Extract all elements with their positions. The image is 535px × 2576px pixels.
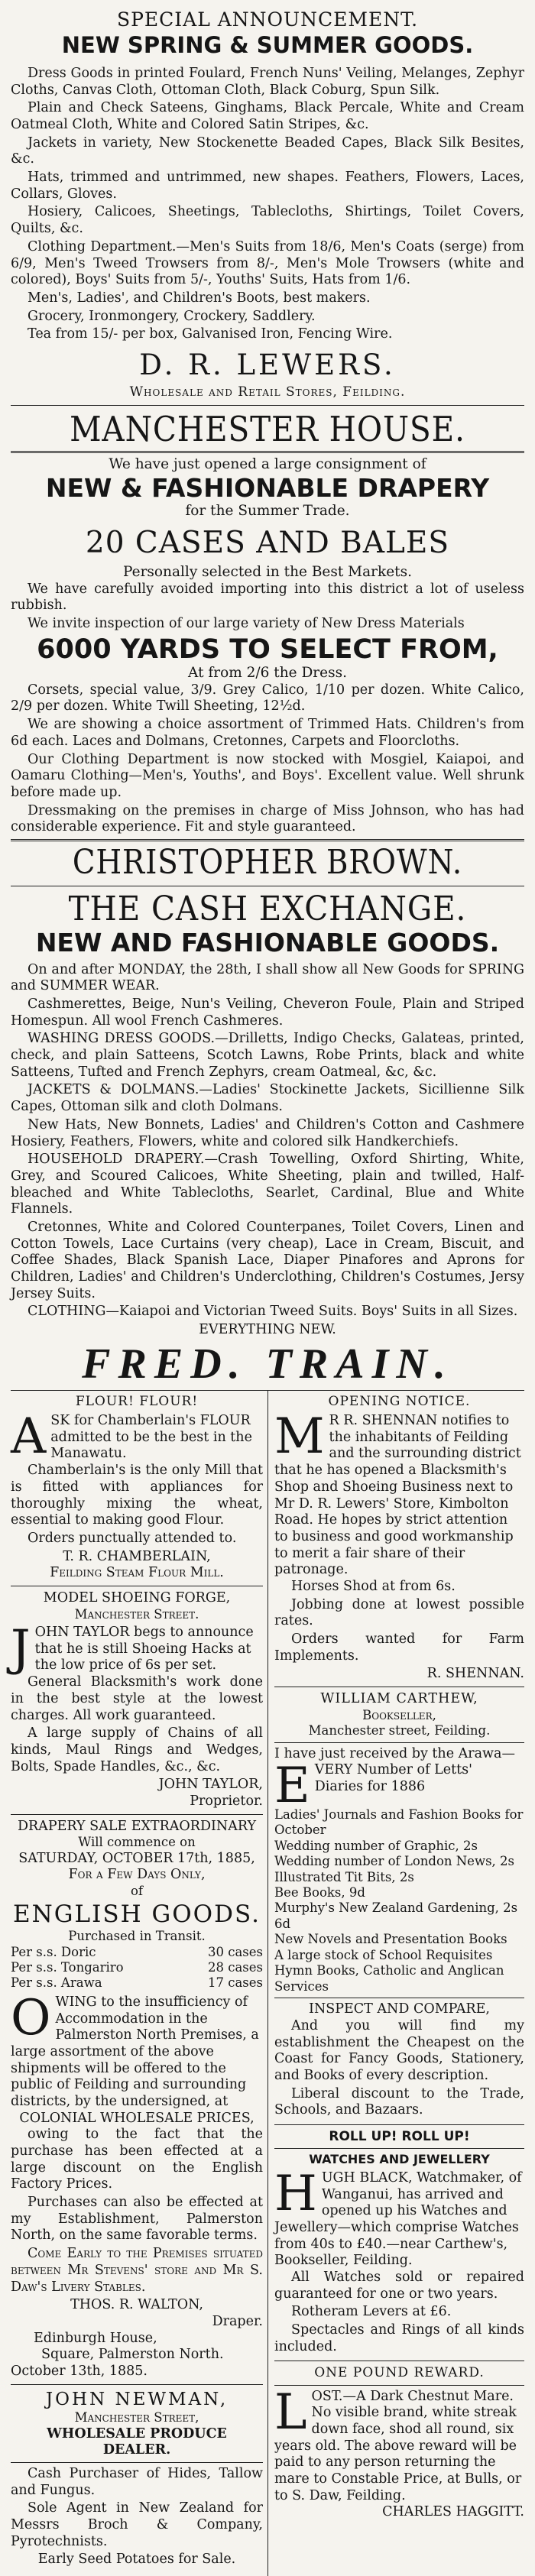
manchester-cases: 20 CASES AND BALES <box>85 526 450 561</box>
shennan-body: R R. SHENNAN notifies to the inhabitants of Feilding and the surrounding district that he has opened a Blacksmith's Shop and Shoeing Business next to Mr D. R. Lewers' Store, Kimbolton Road. He hopes by strict attention to business and good workmanship to merit a fair share of their patronage. <box>274 1413 521 1578</box>
hugh-para: All Watches sold or repaired guaranteed for one or two years. <box>274 2270 524 2302</box>
hugh-para: Spectacles and Rings of all kinds included. <box>274 2322 524 2354</box>
exchange-para: Cashmerettes, Beige, Nun's Veiling, Cheveron Foule, Plain and Striped Homespun. All wool French Cashmeres. <box>11 996 524 1029</box>
newman-line: Cash Purchaser of Hides, Tallow and Fungus. <box>11 2466 263 2498</box>
shennan-name: R. SHENNAN. <box>426 1666 524 1682</box>
carthew-para: And you will find my establishment the Cheapest on the Coast for Fancy Goods, Stationery, and Books of every description. <box>274 2017 524 2083</box>
flour-address: Feilding Steam Flour Mill. <box>50 1565 224 1581</box>
lewers-para: Hats, trimmed and untrimmed, new shapes. Feathers, Flowers, Laces, Collars, Gloves. <box>11 170 524 202</box>
left-column <box>11 1391 268 2576</box>
manchester-intro: We have just opened a large consignment of <box>109 456 426 473</box>
exchange-para: CLOTHING—Kaiapoi and Victorian Tweed Suits. Boys' Suits in all Sizes. <box>28 1304 518 1320</box>
flour-heading: FLOUR! FLOUR! <box>75 1393 199 1409</box>
carthew-item: Wedding number of London News, 2s <box>274 1854 514 1869</box>
forge-role: Proprietor. <box>190 1793 263 1809</box>
forge-para: A large supply of Chains of all kinds, Maul Rings and Wedges, Bolts, Spade Handles, &c., &c. <box>11 1725 263 1774</box>
newman-line: Sole Agent in New Zealand for Messrs Broch & Company, Pyrotechnists. <box>11 2500 263 2549</box>
hugh-title: WATCHES AND JEWELLERY <box>309 2152 490 2167</box>
manchester-para: We are showing a choice assortment of Trimmed Hats. Children's from 6d each. Laces and Dolmans, Cretonnes, Carpets and Floorcloths. <box>11 717 524 749</box>
carthew-item: Wedding number of Graphic, 2s <box>274 1838 478 1853</box>
manchester-house-advertisement <box>11 410 524 886</box>
manchester-signature: CHRISTOPHER BROWN. <box>72 842 463 882</box>
forge-street: Manchester Street. <box>74 1606 199 1622</box>
flour-para: Chamberlain's is the only Mill that is fitted with appliances for thoroughly mixing the wheat, essential to making good Flour. <box>11 1463 263 1528</box>
manchester-yards: 6000 YARDS TO SELECT FROM, <box>37 633 498 665</box>
sale-heading: DRAPERY SALE EXTRAORDINARY <box>17 1818 257 1834</box>
forge-para: General Blacksmith's work done in the best style at the lowest charges. All work guaranteed. <box>11 1674 263 1723</box>
right-column <box>268 1391 524 2576</box>
carthew-item: A large stock of School Requisites <box>274 1947 493 1962</box>
exchange-para: New Hats, New Bonnets, Ladies' and Children's Cotton and Cashmere Hosiery, Feathers, Flowers, white and colored silk Handkerchiefs. <box>11 1116 524 1149</box>
newman-line: Early Seed Potatoes for Sale. <box>37 2552 236 2568</box>
sale-role: Draper. <box>212 2313 263 2329</box>
divider <box>274 2148 524 2149</box>
divider <box>11 451 524 453</box>
flour-advertisement <box>11 1394 263 1586</box>
manchester-para: Corsets, special value, 3/9. Grey Calico, 1/10 per dozen. White Calico, 2/9 per dozen. White Twill Sheeting, 12½d. <box>11 682 524 714</box>
forge-body: OHN TAYLOR begs to announce that he is still Shoeing Hacks at the low price of 6s per set. <box>34 1625 254 1674</box>
flour-dropcap: A <box>11 1408 47 1466</box>
ship-cases: 28 cases <box>207 1959 263 1975</box>
manchester-title: MANCHESTER HOUSE. <box>70 408 465 449</box>
forge-heading: MODEL SHOEING FORGE, <box>43 1589 231 1606</box>
sale-para: Purchases can also be effected at my Establishment, Palmerston North, on the same favorable terms. <box>11 2195 263 2244</box>
carthew-item: Ladies' Journals and Fashion Books for October <box>274 1806 524 1838</box>
ship-name: Per s.s. Tongariro <box>11 1959 124 1975</box>
ship-row <box>11 1975 263 1991</box>
lewers-para: Clothing Department.—Men's Suits from 18/6, Men's Coats (serge) from 6/9, Men's Tweed Trowsers from 8/-, Men's Mole Trowsers (white and colored), Boys' Suits from 5/-, Youths' Suits, Hats from 1/6. <box>11 238 524 288</box>
exchange-headline: NEW AND FASHIONABLE GOODS. <box>35 927 500 957</box>
ship-name: Per s.s. Doric <box>11 1944 96 1959</box>
exchange-closing: EVERYTHING NEW. <box>199 1322 336 1338</box>
reward-dropcap: L <box>274 2383 307 2441</box>
carthew-dropcap: E <box>274 1758 310 1815</box>
lewers-advertisement <box>11 8 524 406</box>
sale-dated: October 13th, 1885. <box>11 2363 148 2379</box>
ship-cases: 17 cases <box>207 1975 263 1991</box>
forge-name: JOHN TAYLOR, <box>158 1777 263 1793</box>
manchester-season: for the Summer Trade. <box>185 503 350 520</box>
carthew-body: VERY Number of Letts' Diaries for 1886 <box>314 1762 472 1795</box>
sale-body: WING to the insufficiency of Accommodation in the Palmerston North Premises, a large assortment of the above shipments will be offered to the public of Feilding and surrounding districts, by the undersigned, at <box>11 1994 259 2109</box>
lewers-name: D. R. LEWERS. <box>139 348 396 381</box>
carthew-inspect: INSPECT AND COMPARE, <box>309 2001 490 2017</box>
sale-dropcap: O <box>11 1989 51 2046</box>
carthew-name: WILLIAM CARTHEW, <box>320 1691 478 1707</box>
flour-para: Orders punctually attended to. <box>28 1530 237 1546</box>
carthew-item: Hymn Books, Catholic and Anglican Services <box>274 1963 504 1994</box>
manchester-para: We have carefully avoided importing into this district a lot of useless rubbish. <box>11 581 524 614</box>
newman-title: WHOLESALE PRODUCE DEALER. <box>47 2425 227 2458</box>
flour-body: SK for Chamberlain's FLOUR admitted to be the best in the Manawatu. <box>50 1413 252 1462</box>
carthew-street: Manchester street, Feilding. <box>308 1723 491 1738</box>
manchester-para: We invite inspection of our large variety of New Dress Materials <box>28 615 465 631</box>
carthew-role: Bookseller, <box>362 1707 436 1722</box>
lewers-para: Tea from 15/- per box, Galvanised Iron, Fencing Wire. <box>28 326 393 342</box>
ship-row <box>11 1960 263 1975</box>
shennan-para: Jobbing done at lowest possible rates. <box>274 1596 524 1629</box>
flour-name: T. R. CHAMBERLAIN, <box>63 1548 211 1564</box>
lewers-subheading: NEW SPRING & SUMMER GOODS. <box>61 32 474 58</box>
ship-cases: 30 cases <box>207 1944 263 1959</box>
sale-days: For a Few Days Only, <box>68 1867 206 1883</box>
hugh-para: Rotheram Levers at £6. <box>291 2304 452 2320</box>
lewers-para: Plain and Check Sateens, Ginghams, Black Percale, White and Cream Oatmeal Cloth, White and Colored Satin Stripes, &c. <box>11 100 524 133</box>
newman-advertisement <box>11 2389 263 2572</box>
forge-dropcap: J <box>11 1620 31 1677</box>
newman-name: JOHN NEWMAN, <box>45 2389 229 2409</box>
lewers-para: Grocery, Ironmongery, Crockery, Saddlery. <box>28 308 316 324</box>
ship-name: Per s.s. Arawa <box>11 1975 102 1991</box>
divider <box>11 839 524 841</box>
sale-of: of <box>130 1884 144 1899</box>
exchange-signature: FRED. TRAIN. <box>82 1340 453 1388</box>
reward-heading: ONE POUND REWARD. <box>314 2365 485 2381</box>
lewers-heading: SPECIAL ANNOUNCEMENT. <box>116 8 419 31</box>
manchester-price: At from 2/6 the Dress. <box>188 664 347 681</box>
hugh-rollup: ROLL UP! ROLL UP! <box>329 2128 470 2144</box>
divider <box>274 2385 524 2386</box>
hugh-dropcap: H <box>274 2165 317 2222</box>
sale-come: Come Early to the Premises situated between Mr Stevens' store and Mr S. Daw's Livery Stables. <box>11 2246 263 2295</box>
sale-goods: ENGLISH GOODS. <box>13 1900 261 1928</box>
exchange-para: Cretonnes, White and Colored Counterpanes, Toilet Covers, Linen and Cotton Towels, Lace Curtains (very cheap), Lace in Cream, Biscuit, and Coffee Shades, Black Spanish Lace, Diaper Pinafores and Aprons for Children, Ladies' and Children's Underclothing, Children's Costumes, Jersy Jersey Suits. <box>11 1219 524 1301</box>
sale-transit: Purchased in Transit. <box>68 1929 206 1944</box>
sale-name: THOS. R. WALTON, <box>70 2297 203 2313</box>
manchester-headline: NEW & FASHIONABLE DRAPERY <box>45 473 490 504</box>
hugh-body: UGH BLACK, Watchmaker, of Wanganui, has arrived and opened up his Watches and Jewellery—which comprise Watches from 40s to £40.—near Carthew's, Bookseller, Feilding. <box>274 2169 522 2269</box>
divider <box>11 2462 263 2463</box>
shennan-para: Horses Shod at from 6s. <box>291 1578 456 1594</box>
carthew-advertisement <box>274 1691 524 2125</box>
reward-body: OST.—A Dark Chestnut Mare. No visible brand, white streak down face, shod all round, six years old. The above reward will be paid to any person returning the mare to Constable Price, at Bulls, or to S. Daw, Feilding. <box>274 2388 522 2503</box>
carthew-item: Murphy's New Zealand Gardening, 2s 6d <box>274 1900 518 1931</box>
classified-columns <box>11 1390 524 2576</box>
ship-row <box>11 1945 263 1960</box>
lewers-para: Jackets in variety, New Stockenette Beaded Capes, Black Silk Besites, &c. <box>11 134 524 167</box>
exchange-para: WASHING DRESS GOODS.—Drilletts, Indigo Checks, Galateas, printed, check, and plain Satteens, Scotch Lawns, Robe Prints, black and white Satteens, Tufted and French Zephyrs, cream Oatmeal, &c, &c. <box>11 1031 524 1080</box>
hugh-black-advertisement <box>274 2129 524 2361</box>
shennan-heading: OPENING NOTICE. <box>328 1393 471 1409</box>
newman-street: Manchester Street, <box>74 2410 199 2425</box>
exchange-title: THE CASH EXCHANGE. <box>68 889 467 929</box>
reward-name: CHARLES HAGGITT. <box>382 2504 524 2520</box>
sale-date: SATURDAY, OCTOBER 17th, 1885, <box>18 1850 255 1866</box>
sale-commence: Will commence on <box>78 1835 196 1850</box>
carthew-item: New Novels and Presentation Books <box>274 1932 507 1947</box>
divider <box>274 1742 524 1743</box>
sale-para: owing to the fact that the purchase has been effected at a large discount on the English Factory Prices. <box>11 2127 263 2192</box>
shennan-para: Orders wanted for Farm Implements. <box>274 1631 524 1664</box>
shennan-dropcap: M <box>274 1408 325 1466</box>
carthew-discount: Liberal discount to the Trade, Schools, and Bazaars. <box>274 2085 524 2118</box>
shennan-advertisement <box>274 1394 524 1687</box>
carthew-item: Bee Books, 9d <box>274 1885 365 1900</box>
manchester-para: Our Clothing Department is now stocked with Mosgiel, Kaiapoi, and Oamaru Clothing—Men's, Youths', and Boys'. Excellent value. Well shrunk before made up. <box>11 751 524 800</box>
carthew-intro: I have just received by the Arawa— <box>274 1745 515 1761</box>
sale-address2: Square, Palmerston North. <box>41 2347 224 2363</box>
exchange-para: JACKETS & DOLMANS.—Ladies' Stockinette Jackets, Sicillienne Silk Capes, Ottoman silk and cloth Dolmans. <box>11 1082 524 1115</box>
lewers-para: Hosiery, Calicoes, Sheetings, Tablecloths, Shirtings, Toilet Covers, Quilts, &c. <box>11 204 524 237</box>
sale-colonial: COLONIAL WHOLESALE PRICES, <box>19 2110 255 2126</box>
drapery-sale-advertisement <box>11 1819 263 2385</box>
forge-advertisement <box>11 1590 263 1815</box>
exchange-intro: On and after MONDAY, the 28th, I shall show all New Goods for SPRING and SUMMER WEAR. <box>11 961 524 994</box>
lewers-address: Wholesale and Retail Stores, Feilding. <box>129 384 406 400</box>
lewers-para: Men's, Ladies', and Children's Boots, best makers. <box>28 290 371 306</box>
cash-exchange-advertisement <box>11 891 524 1390</box>
lewers-para: Dress Goods in printed Foulard, French Nuns' Veiling, Melanges, Zephyr Cloths, Canvas Cloth, Ottoman Cloth, Black Coburg, Spun Silk. <box>11 65 524 98</box>
exchange-para: HOUSEHOLD DRAPERY.—Crash Towelling, Oxford Shirting, White, Grey, and Scoured Calicoes, White Sheeting, plain and twilled, Half-bleached and White Tablecloths, Searlet, Cardinal, Blue and White Flannels. <box>11 1152 524 1217</box>
manchester-para: Dressmaking on the premises in charge of Miss Johnson, who has had considerable experience. Fit and style guaranteed. <box>11 802 524 835</box>
carthew-item: Illustrated Tit Bits, 2s <box>274 1869 414 1884</box>
reward-advertisement <box>274 2365 524 2525</box>
manchester-selected: Personally selected in the Best Markets. <box>123 563 412 580</box>
sale-address1: Edinburgh House, <box>34 2330 157 2346</box>
